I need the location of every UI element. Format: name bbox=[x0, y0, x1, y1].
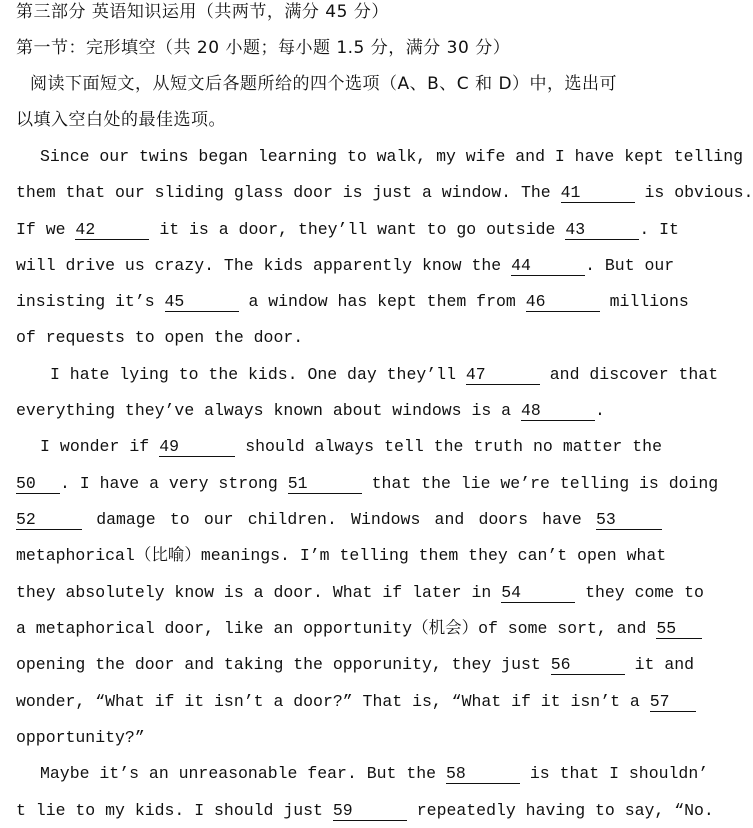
blank-56: 56 bbox=[551, 656, 625, 675]
passage-line: will drive us crazy. The kids apparently know the 44 . But our bbox=[16, 256, 675, 275]
blank-42: 42 bbox=[75, 221, 149, 240]
blank-48: 48 bbox=[521, 402, 595, 421]
passage-line: Maybe it’s an unreasonable fear. But the 58 is that I shouldn’ bbox=[40, 764, 709, 783]
passage-line: I wonder if 49 should always tell the truth no matter the bbox=[40, 437, 662, 456]
blank-41: 41 bbox=[561, 184, 635, 203]
passage-line: opening the door and taking the opporunity, they just 56 it and bbox=[16, 655, 695, 674]
blank-59: 59 bbox=[333, 802, 407, 821]
instruction-line-2: 以填入空白处的最佳选项。 bbox=[16, 110, 226, 130]
passage-line: If we 42 it is a door, they’ll want to go outside 43 . It bbox=[16, 220, 679, 239]
blank-47: 47 bbox=[466, 366, 540, 385]
instruction-line-1: 阅读下面短文，从短文后各题所给的四个选项（A、B、C 和 D）中，选出可 bbox=[30, 74, 618, 94]
blank-57: 57 bbox=[650, 693, 696, 712]
passage-line: of requests to open the door. bbox=[16, 328, 304, 347]
blank-49: 49 bbox=[159, 438, 235, 457]
passage-line: insisting it’s 45 a window has kept them from 46 millions bbox=[16, 292, 689, 311]
passage-line: them that our sliding glass door is just a window. The 41 is obvious. bbox=[16, 183, 753, 202]
blank-44: 44 bbox=[511, 257, 585, 276]
passage-line: Since our twins began learning to walk, my wife and I have kept telling bbox=[40, 147, 744, 166]
blank-52: 52 bbox=[16, 511, 82, 530]
blank-50: 50 bbox=[16, 475, 60, 494]
passage-line: t lie to my kids. I should just 59 repeatedly having to say, “No. bbox=[16, 801, 714, 820]
passage-line: I hate lying to the kids. One day they’ll 47 and discover that bbox=[50, 365, 719, 384]
blank-55: 55 bbox=[656, 620, 702, 639]
blank-51: 51 bbox=[288, 475, 362, 494]
blank-54: 54 bbox=[501, 584, 575, 603]
passage-line: everything they’ve always known about windows is a 48 . bbox=[16, 401, 605, 420]
passage-line: a metaphorical door, like an opportunity（机会）of some sort, and 55 bbox=[16, 619, 662, 639]
blank-53: 53 bbox=[596, 511, 662, 530]
passage-line: 52 damage to our children. Windows and doors have 53 bbox=[16, 510, 662, 530]
passage-line: 50 . I have a very strong 51 that the lie we’re telling is doing bbox=[16, 474, 719, 493]
blank-45: 45 bbox=[165, 293, 239, 312]
blank-46: 46 bbox=[526, 293, 600, 312]
passage-line: opportunity?” bbox=[16, 728, 145, 747]
blank-43: 43 bbox=[565, 221, 639, 240]
passage-line: wonder, “What if it isn’t a door?” That is, “What if it isn’t a 57 bbox=[16, 692, 662, 712]
blank-58: 58 bbox=[446, 765, 520, 784]
part-heading: 第三部分 英语知识运用（共两节，满分 45 分） bbox=[16, 2, 389, 22]
passage-line: they absolutely know is a door. What if later in 54 they come to bbox=[16, 583, 704, 602]
section-heading: 第一节：完形填空（共 20 小题；每小题 1.5 分，满分 30 分） bbox=[16, 38, 511, 58]
passage-line: metaphorical（比喻）meanings. I’m telling them they can’t open what bbox=[16, 546, 667, 565]
